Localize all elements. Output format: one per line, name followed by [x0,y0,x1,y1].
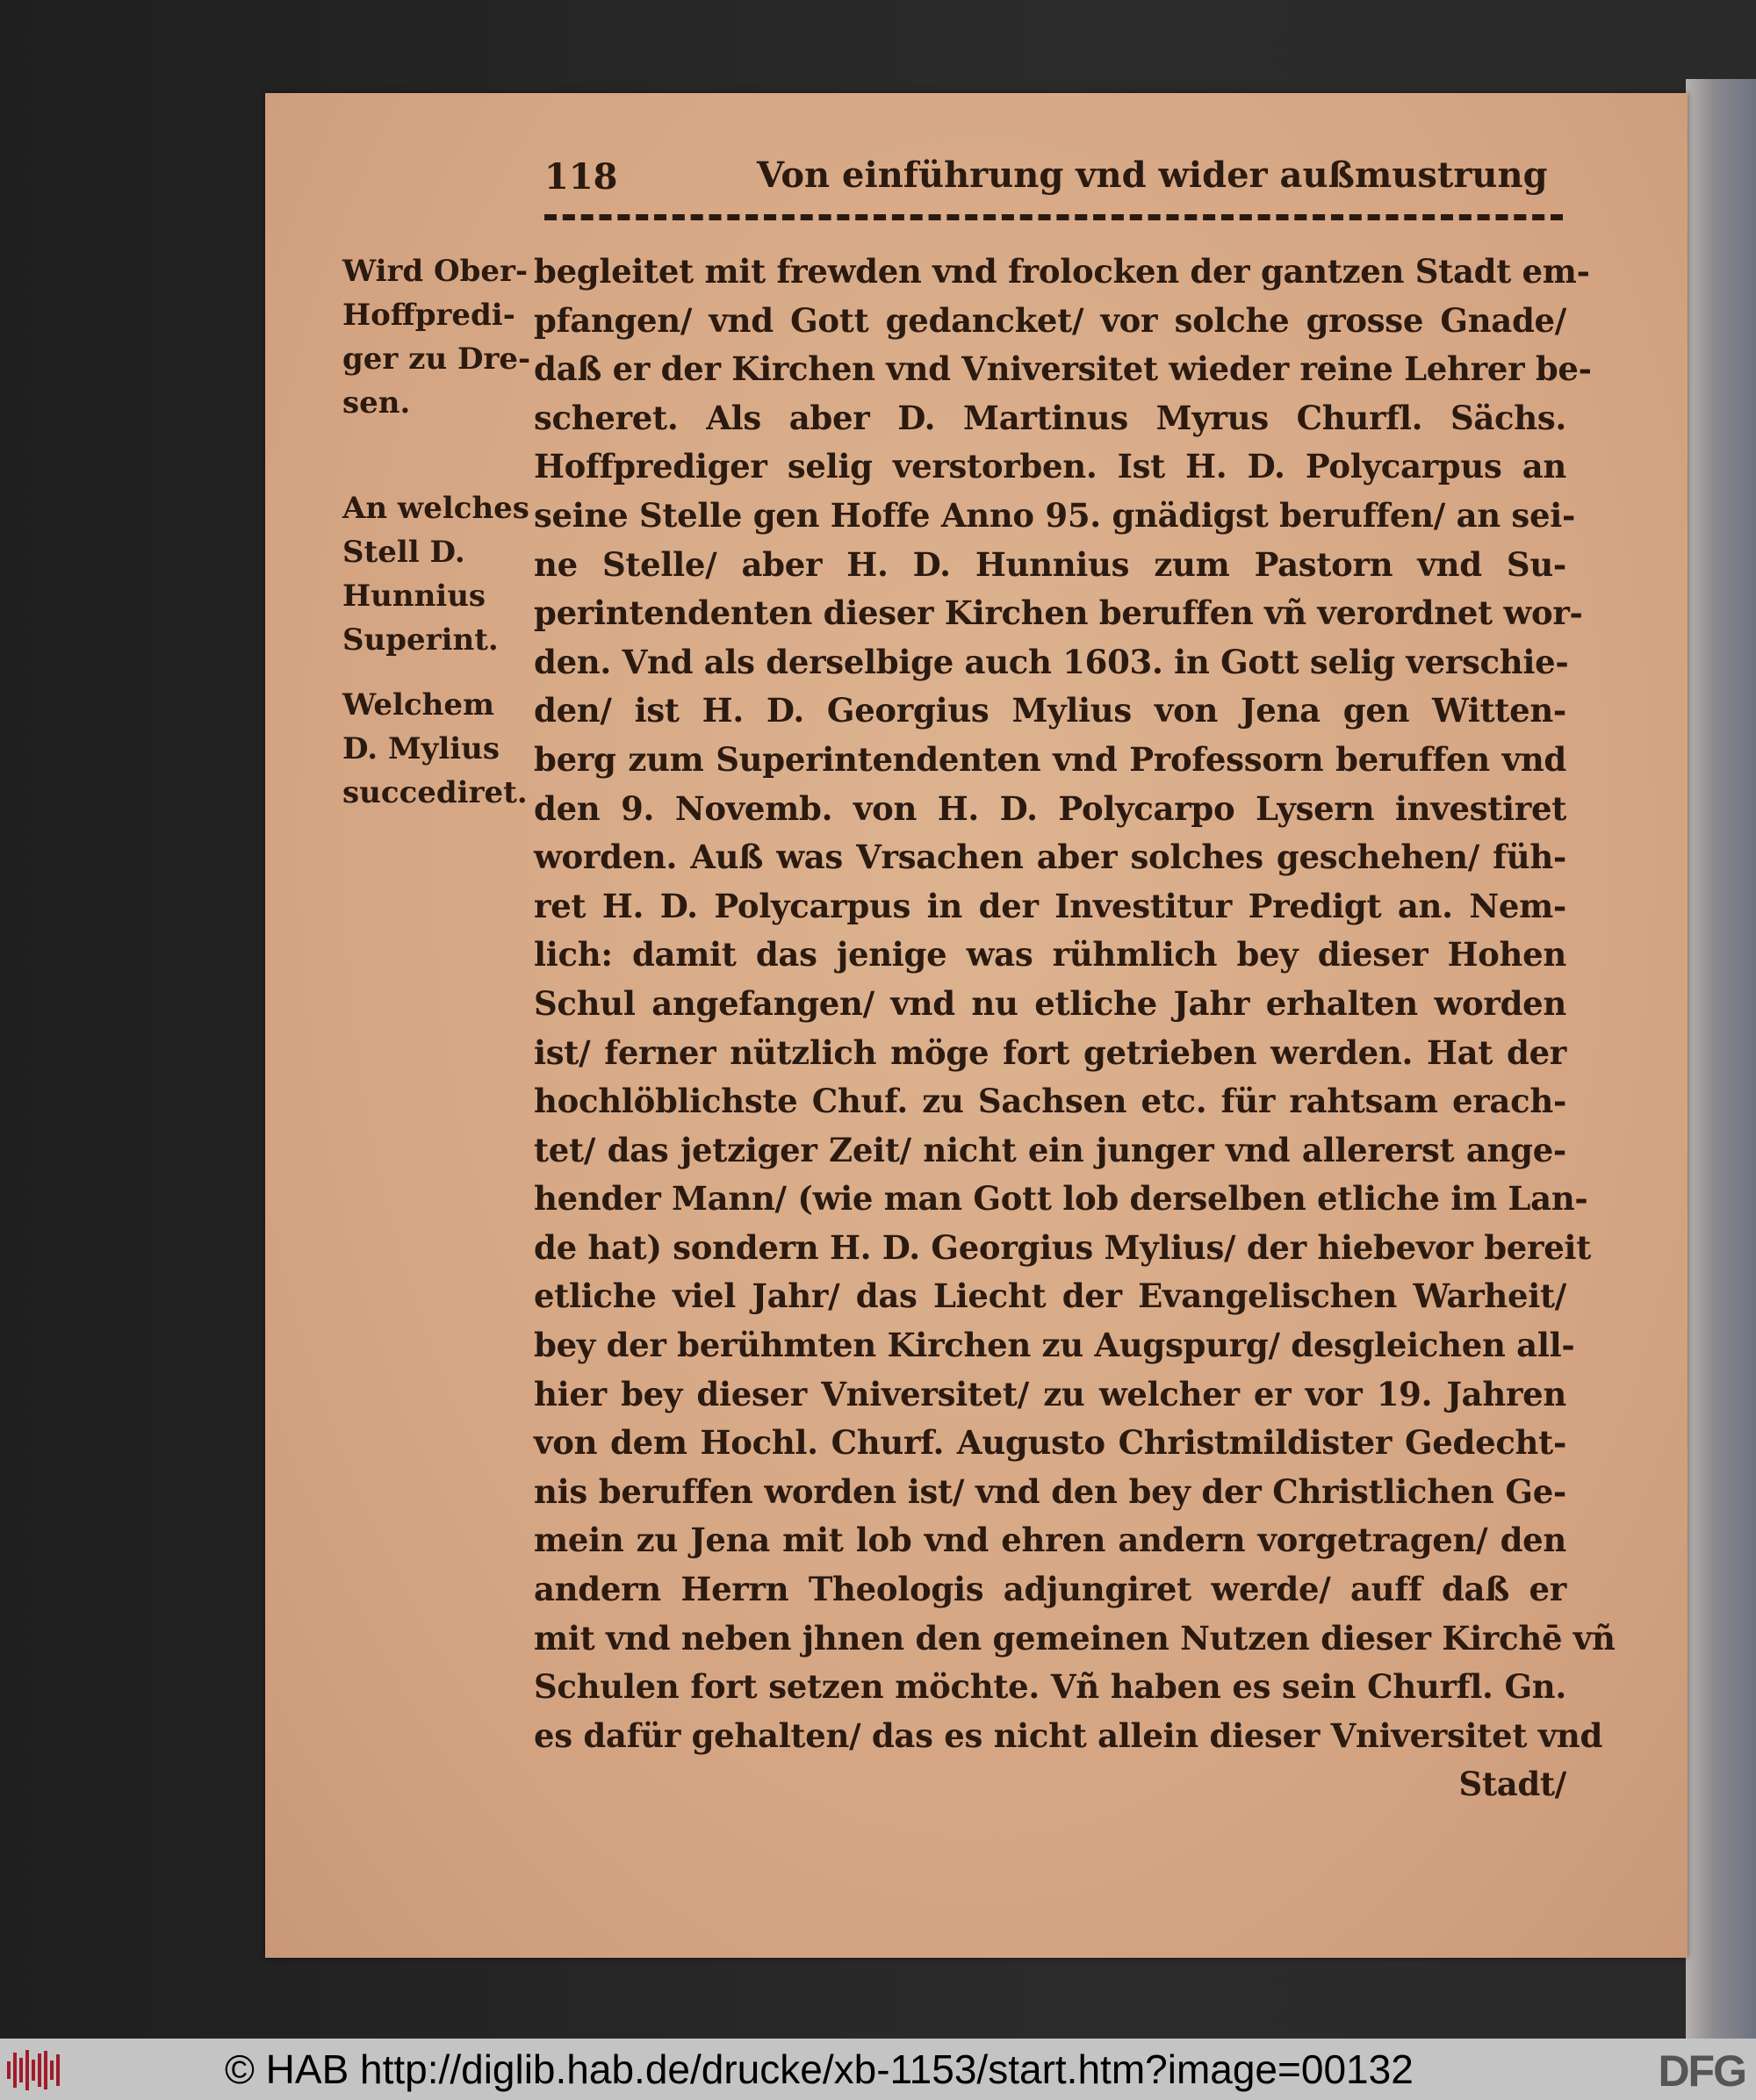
text-line: Schulen fort setzen möchte. Vñ haben es sein Churfl. Gn. [534,1667,1566,1707]
text-line: mit vnd neben jhnen den gemeinen Nutzen dieser Kirchē vñ [534,1618,1616,1658]
copyright-url[interactable]: © HAB http://diglib.hab.de/drucke/xb-1153/start.htm?image=00132 [225,2046,1414,2092]
text-line: bey der berühmten Kirchen zu Augspurg/ desgleichen all- [534,1326,1575,1365]
margin-note-line: Welchem [342,687,494,723]
text-line: ne Stelle/ aber H. D. Hunnius zum Pastorn vnd Su- [534,544,1566,584]
text-line: andern Herrn Theologis adjungiret werde/ auff daß er [534,1570,1566,1609]
text-line: ist/ ferner nützlich möge fort getrieben werden. Hat der [534,1032,1566,1072]
text-line: daß er der Kirchen vnd Vniversitet wieder reine Lehrer be- [534,349,1592,389]
page-number: 118 [544,156,618,198]
text-line: worden. Auß was Vrsachen aber solches geschehen/ füh- [534,838,1566,877]
body-text [534,248,1616,1809]
adjacent-page-edge [1686,79,1756,2039]
margin-note-line: Hunnius [342,579,486,614]
margin-note [342,683,528,815]
margin-note-line: An welches [342,491,529,526]
catchword: Stadt/ [1458,1765,1566,1804]
hab-logo-icon [7,2049,70,2091]
margin-note [342,486,529,662]
text-line: hender Mann/ (wie man Gott lob derselben etliche im Lan- [534,1179,1588,1219]
text-line: pfangen/ vnd Gott gedancket/ vor solche grosse Gnade/ [534,300,1566,340]
footer-bar [0,2039,1756,2100]
text-line: tet/ das jetziger Zeit/ nicht ein junger vnd allererst ange- [534,1130,1566,1169]
running-title: Von einführung vnd wider außmustrung [757,155,1548,196]
text-line: von dem Hochl. Churf. Augusto Christmildister Gedecht- [534,1423,1566,1463]
margin-note-line: Superint. [342,622,499,658]
text-line: nis beruffen worden ist/ vnd den bey der Christlichen Ge- [534,1471,1566,1511]
text-line: den/ ist H. D. Georgius Mylius von Jena gen Witten- [534,691,1566,730]
text-line: berg zum Superintendenten vnd Professorn beruffen vnd [534,739,1566,779]
margin-note-line: succediret. [342,775,528,810]
header-rule [544,214,1563,220]
text-line: es dafür gehalten/ das es nicht allein dieser Vniversitet vnd [534,1715,1603,1755]
text-line: etliche viel Jahr/ das Liecht der Evangelischen Warheit/ [534,1277,1566,1316]
margin-note [342,249,530,425]
text-line: hier bey dieser Vniversitet/ zu welcher er vor 19. Jahren [534,1374,1566,1413]
margin-note-line: Stell D. [342,535,465,570]
text-line: perintendenten dieser Kirchen beruffen vñ verordnet wor- [534,593,1583,633]
text-line: de hat) sondern H. D. Georgius Mylius/ der hiebevor bereit [534,1227,1591,1267]
margin-note-line: ger zu Dre- [342,342,531,377]
dfg-logo: DFG [1658,2046,1745,2096]
margin-note-line: Wird Ober- [342,254,529,289]
text-line: Hoffprediger selig verstorben. Ist H. D. Polycarpus an [534,447,1566,486]
margin-note-line: D. Mylius [342,731,500,766]
text-line: Schul angefangen/ vnd nu etliche Jahr erhalten worden [534,983,1566,1023]
margin-note-line: sen. [342,385,411,421]
text-line: ret H. D. Polycarpus in der Investitur Predigt an. Nem- [534,886,1566,925]
text-line: mein zu Jena mit lob vnd ehren andern vorgetragen/ den [534,1521,1566,1560]
text-line: scheret. Als aber D. Martinus Myrus Churfl. Sächs. [534,398,1566,437]
book-page [265,93,1688,1958]
text-line: den 9. Novemb. von H. D. Polycarpo Lysern investiret [534,788,1566,828]
text-line: begleitet mit frewden vnd frolocken der gantzen Stadt em- [534,252,1590,291]
text-line: hochlöblichste Chuf. zu Sachsen etc. für rahtsam erach- [534,1082,1566,1121]
text-line: den. Vnd als derselbige auch 1603. in Gott selig verschie- [534,642,1569,681]
margin-note-line: Hoffpredi- [342,298,515,333]
text-line: lich: damit das jenige was rühmlich bey dieser Hohen [534,935,1566,974]
text-line: seine Stelle gen Hoffe Anno 95. gnädigst beruffen/ an sei- [534,495,1576,535]
